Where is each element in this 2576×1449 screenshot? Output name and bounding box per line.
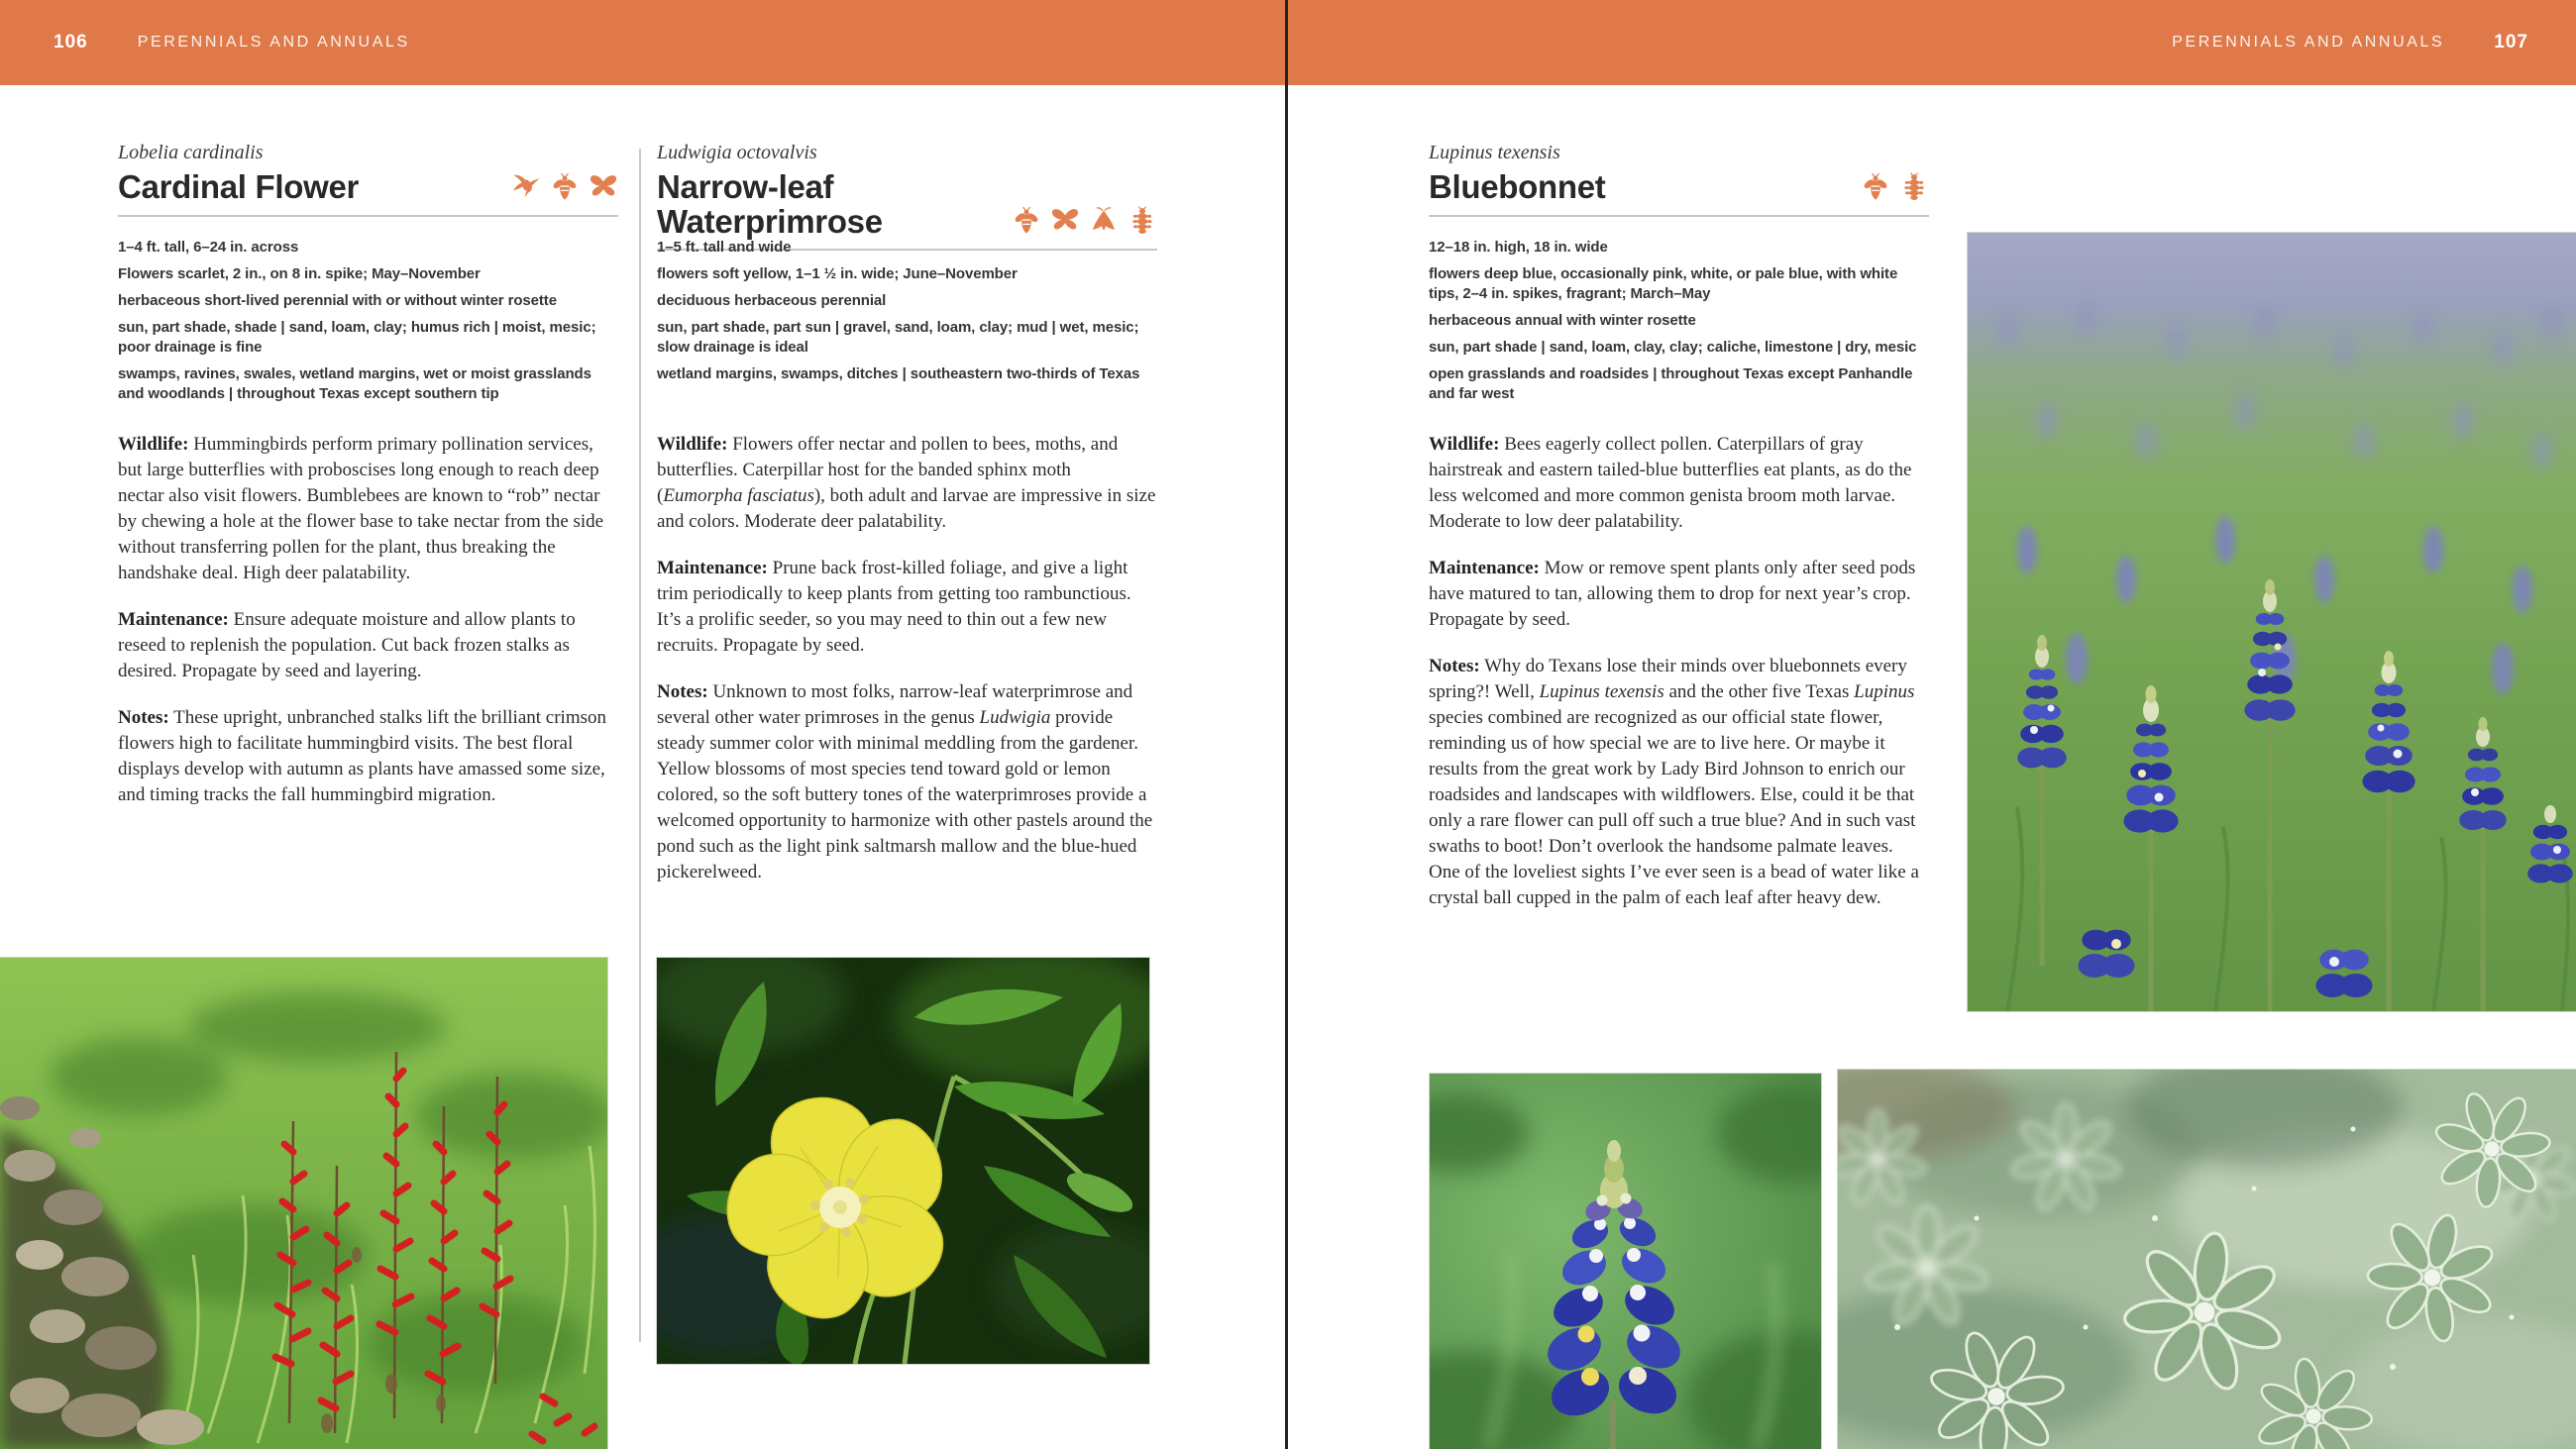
- wildlife-label: Wildlife:: [118, 434, 189, 455]
- spec-habit: herbaceous annual with winter rosette: [1429, 312, 1696, 329]
- notes-genus-italic: Ludwigia: [979, 707, 1051, 728]
- maintenance-text: Prune back frost-killed foliage, and give a light trim periodically to keep plants from getting too rambunctious. It’s a prolific seeder, so you may need to thin out a few new recruits. Propagate by seed.: [657, 558, 1131, 656]
- butterfly-icon: [589, 172, 618, 202]
- common-name: Bluebonnet: [1429, 168, 1606, 205]
- notes-label: Notes:: [118, 707, 169, 728]
- caterpillar-icon: [1127, 206, 1157, 236]
- notes-label: Notes:: [1429, 656, 1480, 676]
- bee-icon: [550, 172, 580, 202]
- page-number-left: 106: [54, 32, 88, 52]
- notes-genus-italic: Lupinus: [1854, 681, 1915, 702]
- wildlife-icons: [1861, 172, 1929, 205]
- bluebonnet-field-photo: [1968, 233, 2576, 1011]
- spec-list: [118, 238, 618, 404]
- spec-range: swamps, ravines, swales, wetland margins, wet or moist grasslands and woodlands | throughout Texas except southern tip: [118, 365, 591, 402]
- spec-size: 12–18 in. high, 18 in. wide: [1429, 239, 1608, 256]
- notes-text: These upright, unbranched stalks lift the brilliant crimson flowers high to facilitate hummingbird visits. The best floral displays develop with autumn as plants have amassed some size, and timing tracks the fall hummingbird migration.: [118, 707, 607, 805]
- moth-icon: [1089, 206, 1119, 236]
- maintenance-text: Ensure adequate moisture and allow plants to reseed to replenish the population. Cut back frozen stalks as desired. Propagate by seed and layering.: [118, 609, 576, 681]
- species-name: Lupinus texensis: [1429, 142, 1560, 163]
- title-rule: [1429, 215, 1929, 217]
- spec-range: wetland margins, swamps, ditches | southeastern two-thirds of Texas: [657, 365, 1140, 382]
- maintenance-paragraph: [1429, 556, 1929, 633]
- wildlife-icons: [1012, 206, 1157, 239]
- spec-list: [657, 238, 1157, 384]
- notes-text: Why do Texans lose their minds over bluebonnets every spring?! Well,: [1429, 656, 1907, 702]
- maintenance-paragraph: [118, 607, 618, 684]
- spec-flowers: Flowers scarlet, 2 in., on 8 in. spike; May–November: [118, 265, 481, 282]
- page-gutter: [1285, 0, 1288, 1449]
- entry-body: [657, 432, 1157, 906]
- spec-flowers: flowers soft yellow, 1–1 ½ in. wide; June–November: [657, 265, 1018, 282]
- bee-icon: [1012, 206, 1041, 236]
- wildlife-label: Wildlife:: [657, 434, 728, 455]
- notes-text-mid: and the other five Texas: [1664, 681, 1855, 702]
- page-number-right: 107: [2494, 32, 2528, 52]
- notes-label: Notes:: [657, 681, 708, 702]
- wildlife-paragraph: [118, 432, 618, 586]
- species-name: Lobelia cardinalis: [118, 142, 264, 163]
- waterprimrose-flower-photo: [657, 958, 1149, 1364]
- spec-conditions: sun, part shade | sand, loam, clay, clay; caliche, limestone | dry, mesic: [1429, 339, 1917, 356]
- notes-text-end: species combined are recognized as our official state flower, reminding us of how special we are to live here. Or maybe it results from the great work by Lady Bird Johnson to enrich our roadsides and landscapes with wildflowers. Else, could it be that only a rare flower can pull off such a true blue? And in such vast swaths to boot! Don’t overlook the handsome palmate leaves. One of the loveliest sights I’ve ever seen is a bead of water like a crystal ball cupped in the palm of each leaf after heavy dew.: [1429, 707, 1919, 908]
- common-name: Cardinal Flower: [118, 168, 360, 205]
- spec-conditions: sun, part shade, part sun | gravel, sand, loam, clay; mud | wet, mesic; slow drainage is ideal: [657, 319, 1139, 356]
- spec-conditions: sun, part shade, shade | sand, loam, clay; humus rich | moist, mesic; poor drainage is fine: [118, 319, 596, 356]
- spec-size: 1–5 ft. tall and wide: [657, 239, 792, 256]
- notes-text-end: provide steady summer color with minimal meddling from the gardener. Yellow blossoms of most species tend toward gold or lemon colored, so the soft buttery tones of the waterprimroses provide a welcomed opportunity to harmonize with other pastels around the pond such as the light pink saltmarsh mallow and the blue-hued pickerelweed.: [657, 707, 1153, 882]
- species-name: Ludwigia octovalvis: [657, 142, 817, 163]
- entry-head: [1429, 142, 1929, 217]
- entry-body: [1429, 432, 1929, 932]
- wildlife-paragraph: [657, 432, 1157, 535]
- maintenance-label: Maintenance:: [657, 558, 768, 578]
- wildlife-label: Wildlife:: [1429, 434, 1500, 455]
- entry-head: [657, 142, 1157, 251]
- chapter-title-left: PERENNIALS AND ANNUALS: [137, 34, 410, 51]
- caterpillar-icon: [1899, 172, 1929, 202]
- butterfly-icon: [1050, 206, 1080, 236]
- wildlife-text: Flowers offer nectar and pollen to bees, moths, and butterflies. Caterpillar host for the banded sphinx moth (: [657, 434, 1119, 506]
- cardinal-flower-photo: [0, 958, 607, 1449]
- notes-species-italic: Lupinus texensis: [1539, 681, 1664, 702]
- wildlife-text: Bees eagerly collect pollen. Caterpillars of gray hairstreak and eastern tailed-blue butterflies eat plants, as do the less welcomed and more common genista broom moth larvae. Moderate to low deer palatability.: [1429, 434, 1912, 532]
- bee-icon: [1861, 172, 1890, 202]
- notes-paragraph: [1429, 654, 1929, 911]
- wildlife-text: Hummingbirds perform primary pollination services, but large butterflies with proboscises long enough to reach deep nectar also visit flowers. Bumblebees are known to “rob” nectar by chewing a hole at the flower base to take nectar from the side without transferring pollen for the plant, thus breaking the handshake deal. High deer palatability.: [118, 434, 604, 583]
- wildlife-paragraph: [1429, 432, 1929, 535]
- spec-habit: deciduous herbaceous perennial: [657, 292, 887, 309]
- maintenance-label: Maintenance:: [1429, 558, 1540, 578]
- spec-size: 1–4 ft. tall, 6–24 in. across: [118, 239, 299, 256]
- maintenance-text: Mow or remove spent plants only after seed pods have matured to tan, allowing them to drop for next year’s crop. Propagate by seed.: [1429, 558, 1916, 630]
- maintenance-paragraph: [657, 556, 1157, 659]
- title-rule: [118, 215, 618, 217]
- column-divider: [639, 149, 641, 1342]
- spec-list: [1429, 238, 1929, 404]
- notes-paragraph: [657, 679, 1157, 885]
- wildlife-species-italic: Eumorpha fasciatus: [663, 485, 814, 506]
- bluebonnet-closeup-photo: [1430, 1074, 1821, 1449]
- bluebonnet-leaves-photo: [1838, 1070, 2576, 1449]
- wildlife-text-end: ), both adult and larvae are impressive in size and colors. Moderate deer palatability.: [657, 485, 1156, 532]
- chapter-title-right: PERENNIALS AND ANNUALS: [2172, 34, 2445, 51]
- maintenance-label: Maintenance:: [118, 609, 229, 630]
- spec-flowers: flowers deep blue, occasionally pink, white, or pale blue, with white tips, 2–4 in. spikes, fragrant; March–May: [1429, 265, 1898, 302]
- wildlife-icons: [511, 172, 618, 205]
- common-name: Narrow-leaf Waterprimrose: [657, 168, 883, 240]
- notes-text: Unknown to most folks, narrow-leaf waterprimrose and several other water primroses in the genus: [657, 681, 1133, 728]
- hummingbird-icon: [511, 172, 541, 202]
- notes-paragraph: [118, 705, 618, 808]
- spec-habit: herbaceous short-lived perennial with or without winter rosette: [118, 292, 557, 309]
- entry-body: [118, 432, 618, 829]
- spec-range: open grasslands and roadsides | throughout Texas except Panhandle and far west: [1429, 365, 1913, 402]
- entry-head: [118, 142, 618, 217]
